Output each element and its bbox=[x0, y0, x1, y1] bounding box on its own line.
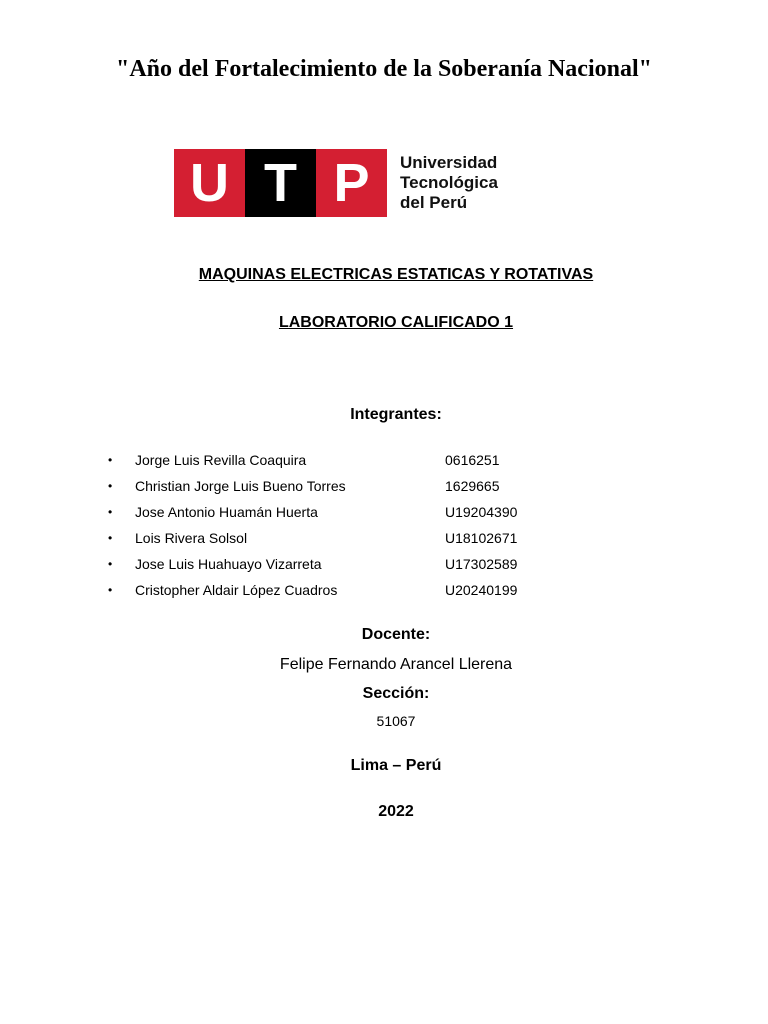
bullet-icon: • bbox=[108, 583, 113, 597]
teacher-name: Felipe Fernando Arancel Llerena bbox=[279, 656, 513, 673]
member-item bbox=[108, 477, 568, 503]
logo-letter-u: U bbox=[174, 149, 245, 217]
member-name: Lois Rivera Solsol bbox=[135, 530, 248, 546]
document-motto: "Año del Fortalecimiento de la Soberanía Nacional" bbox=[116, 56, 652, 82]
members-list bbox=[108, 451, 568, 607]
member-name: Jose Antonio Huamán Huerta bbox=[135, 504, 318, 520]
section-heading: Sección: bbox=[362, 685, 430, 702]
logo-letter-t: T bbox=[245, 149, 316, 217]
logo-name-line-3: del Perú bbox=[400, 193, 468, 212]
year-text: 2022 bbox=[378, 803, 414, 820]
member-name: Cristopher Aldair López Cuadros bbox=[135, 582, 338, 598]
bullet-icon: • bbox=[108, 479, 113, 493]
member-code: U20240199 bbox=[445, 582, 518, 598]
member-code: U18102671 bbox=[445, 530, 518, 546]
member-name: Christian Jorge Luis Bueno Torres bbox=[135, 478, 346, 494]
utp-logo bbox=[174, 149, 498, 217]
bullet-icon: • bbox=[108, 557, 113, 571]
place-text: Lima – Perú bbox=[350, 757, 442, 774]
member-item bbox=[108, 503, 568, 529]
member-name: Jose Luis Huahuayo Vizarreta bbox=[135, 556, 322, 572]
member-code: 0616251 bbox=[445, 452, 500, 468]
logo-letter-p: P bbox=[316, 149, 387, 217]
course-title: MAQUINAS ELECTRICAS ESTATICAS Y ROTATIVAS bbox=[198, 266, 594, 283]
member-item bbox=[108, 529, 568, 555]
logo-university-name bbox=[400, 149, 498, 217]
bullet-icon: • bbox=[108, 505, 113, 519]
section-value: 51067 bbox=[376, 713, 416, 729]
bullet-icon: • bbox=[108, 453, 113, 467]
member-code: U17302589 bbox=[445, 556, 518, 572]
member-code: U19204390 bbox=[445, 504, 518, 520]
member-code: 1629665 bbox=[445, 478, 500, 494]
assignment-title: LABORATORIO CALIFICADO 1 bbox=[278, 314, 514, 331]
logo-name-line-2: Tecnológica bbox=[400, 173, 498, 192]
bullet-icon: • bbox=[108, 531, 113, 545]
members-heading: Integrantes: bbox=[350, 406, 442, 423]
member-item bbox=[108, 451, 568, 477]
member-item bbox=[108, 555, 568, 581]
logo-name-line-1: Universidad bbox=[400, 153, 498, 172]
member-item bbox=[108, 581, 568, 607]
teacher-heading: Docente: bbox=[361, 626, 431, 643]
member-name: Jorge Luis Revilla Coaquira bbox=[135, 452, 307, 468]
